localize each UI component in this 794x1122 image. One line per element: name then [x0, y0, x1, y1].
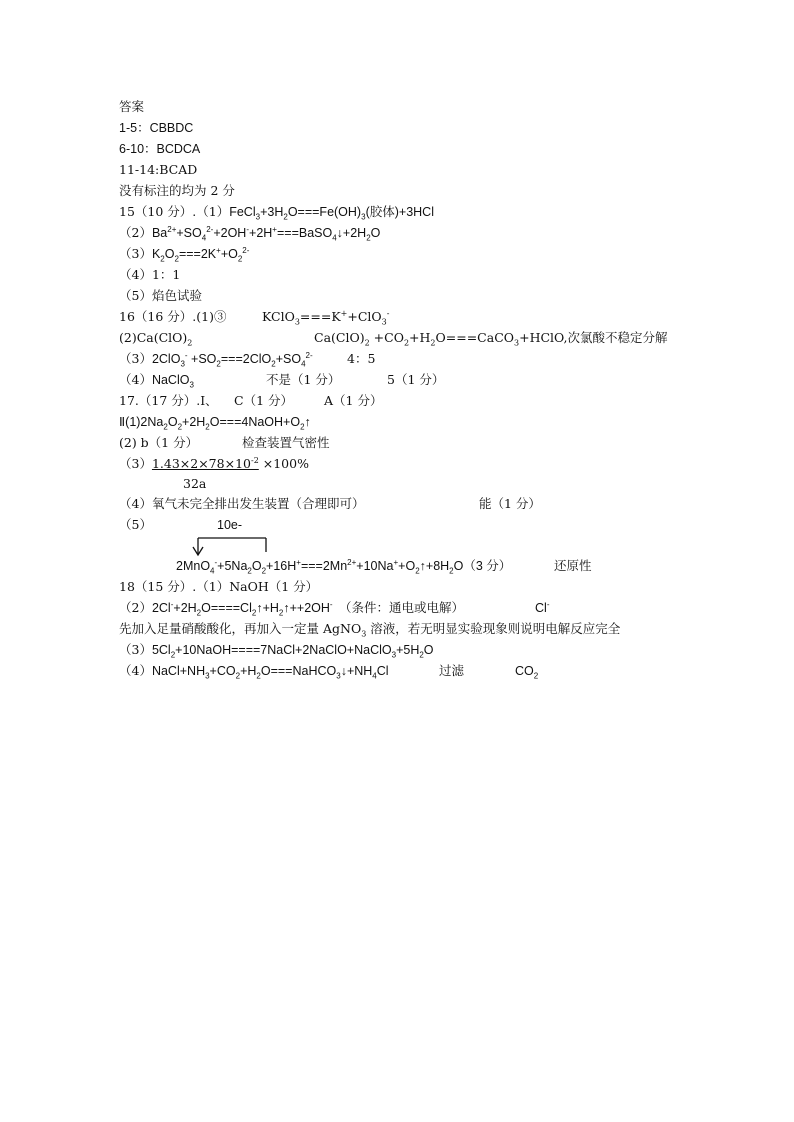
mc-answers-6-10: 6-10：BCDCA [119, 142, 201, 156]
q16-ratio: 4：5 [347, 351, 376, 366]
q17-part2-1: $Ⅱ(1)2Na_2O_2+2H_2O===4NaOH+O_2↑$ [119, 415, 311, 432]
q17-reason: （4）氧气未完全排出发生装置（合理即可） [119, 496, 365, 511]
redox-equation: $2MnO_4^-+5Na_2O_2+16H^+===2Mn^{2+}+10Na^++O_2↑+8H_2O(3$ 分） [176, 557, 512, 576]
q15-part2: $(2)Ba^{2+}+SO_4^{2-}+2OH^-+2H^+===BaSO_4↓+2H_2O$ [119, 224, 381, 243]
q16-part3 [119, 349, 679, 369]
q18-equation-2: $(2)2Cl^-+2H_2O====Cl_2↑+H_2↑++2OH^-$ [119, 599, 333, 618]
q16-part4-judgement: 不是（1 分） [266, 372, 341, 387]
q17-can: 能（1 分） [479, 496, 541, 511]
q17-part2-5: （5） 10e- [119, 515, 679, 535]
page-title: 答案 [119, 99, 145, 114]
q16-part1 [119, 307, 679, 327]
q17-part1 [119, 391, 679, 411]
q15-part5: （5）焰色试验 [119, 288, 202, 303]
q17-part2-2 [119, 433, 679, 453]
q17-part2-4 [119, 494, 679, 514]
q15-part4: （4）1：1 [119, 267, 181, 282]
q15-equation-2: $Ba^{2+}+SO_4^{2-}+2OH^-+2H^+===BaSO_4↓+2H_2O$ [151, 224, 381, 243]
q18-filter: 过滤 [439, 663, 465, 678]
q15-heading: 15（10 分）.（1） [119, 204, 230, 219]
q16-part4-answer: （4）NaClO$_3$ [119, 372, 194, 390]
q15-equation-1: $FeCl_3+3H_2O===Fe(OH)_3$(胶体)+3HCl [229, 205, 434, 222]
q17-check-airtight: 检查装置气密性 [242, 435, 330, 450]
q15-equation-3: $K_2O_2===2K^++O_2^{2-}$ [151, 245, 250, 264]
q17-part2-3: $(3)1.43\times 2\times 78\times 10^{-2} \times 100\%$ [119, 455, 309, 471]
q16-heading: 16（16 分）.(1)③ [119, 309, 227, 324]
mc-answers-1-5: 1-5：CBBDC [119, 121, 194, 135]
q18-part2 [119, 598, 679, 618]
q17-redox-equation-row [176, 556, 616, 576]
q16-part2-answer: $(2)Ca(ClO)_2$ [119, 330, 193, 348]
q16-part2 [119, 328, 679, 348]
q18-part3: $(3)5Cl_2+10NaOH====7NaCl+2NaClO+NaClO_3+5H_2O$ [119, 642, 434, 660]
q17-answer-b: (2) b（1 分） [119, 435, 199, 450]
q17-answer-c: C（1 分） [234, 393, 293, 408]
q15-part3: $(3)K_2O_2===2K^++O_2^{2-}$ [119, 245, 250, 264]
q18-co2: $CO_2$ [515, 664, 539, 681]
q16-equation-1: KClO$_3$===K++ClO$_3$- [262, 308, 390, 327]
q18-ion: Cl- [535, 599, 550, 615]
q18-condition: （条件：通电或电解） [339, 600, 465, 615]
q18-part2-method: 先加入足量硝酸酸化，再加入一定量 AgNO$_3$ 溶液，若无明显实验现象则说明电解反应完全 [119, 621, 621, 639]
electron-transfer-label: 10e- [217, 518, 243, 532]
q18-equation-4: $(4)NaCl+NH_3+CO_2+H_2O===NaHCO_3↓+NH_4Cl$ [119, 663, 389, 681]
fraction-numerator: $1.43\times 2\times 78\times 10^{-2}$ [151, 455, 259, 471]
q16-equation-3: $(3)2ClO_3^- +SO_2===2ClO_2+SO_4^{2-}$ [119, 350, 313, 369]
q18-part4 [119, 661, 679, 681]
q16-part4 [119, 370, 679, 390]
q16-part4-number: 5（1 分） [387, 372, 445, 387]
q18-part1: 18（15 分）.（1）NaOH（1 分） [119, 579, 319, 594]
q16-equation-2: $Ca(ClO)_2$ $+CO_2+H_2O===CaCO_3+HClO$,次氯酸不稳定分解 [314, 330, 668, 348]
q15-part1 [119, 202, 434, 222]
mc-answers-11-14: 11-14:BCAD [119, 162, 198, 177]
fraction-denominator: 32a [183, 476, 207, 491]
reducing-property: 还原性 [554, 558, 592, 573]
scoring-note: 没有标注的均为 2 分 [119, 183, 235, 198]
q17-answer-a: A（1 分） [324, 393, 383, 408]
electron-transfer-arrow [188, 534, 272, 558]
q18-equation-3: $5Cl_2+10NaOH====7NaCl+2NaClO+NaClO_3+5H_2O$ [151, 643, 434, 660]
q17-heading: 17.（17 分）.Ⅰ、 [119, 393, 218, 408]
